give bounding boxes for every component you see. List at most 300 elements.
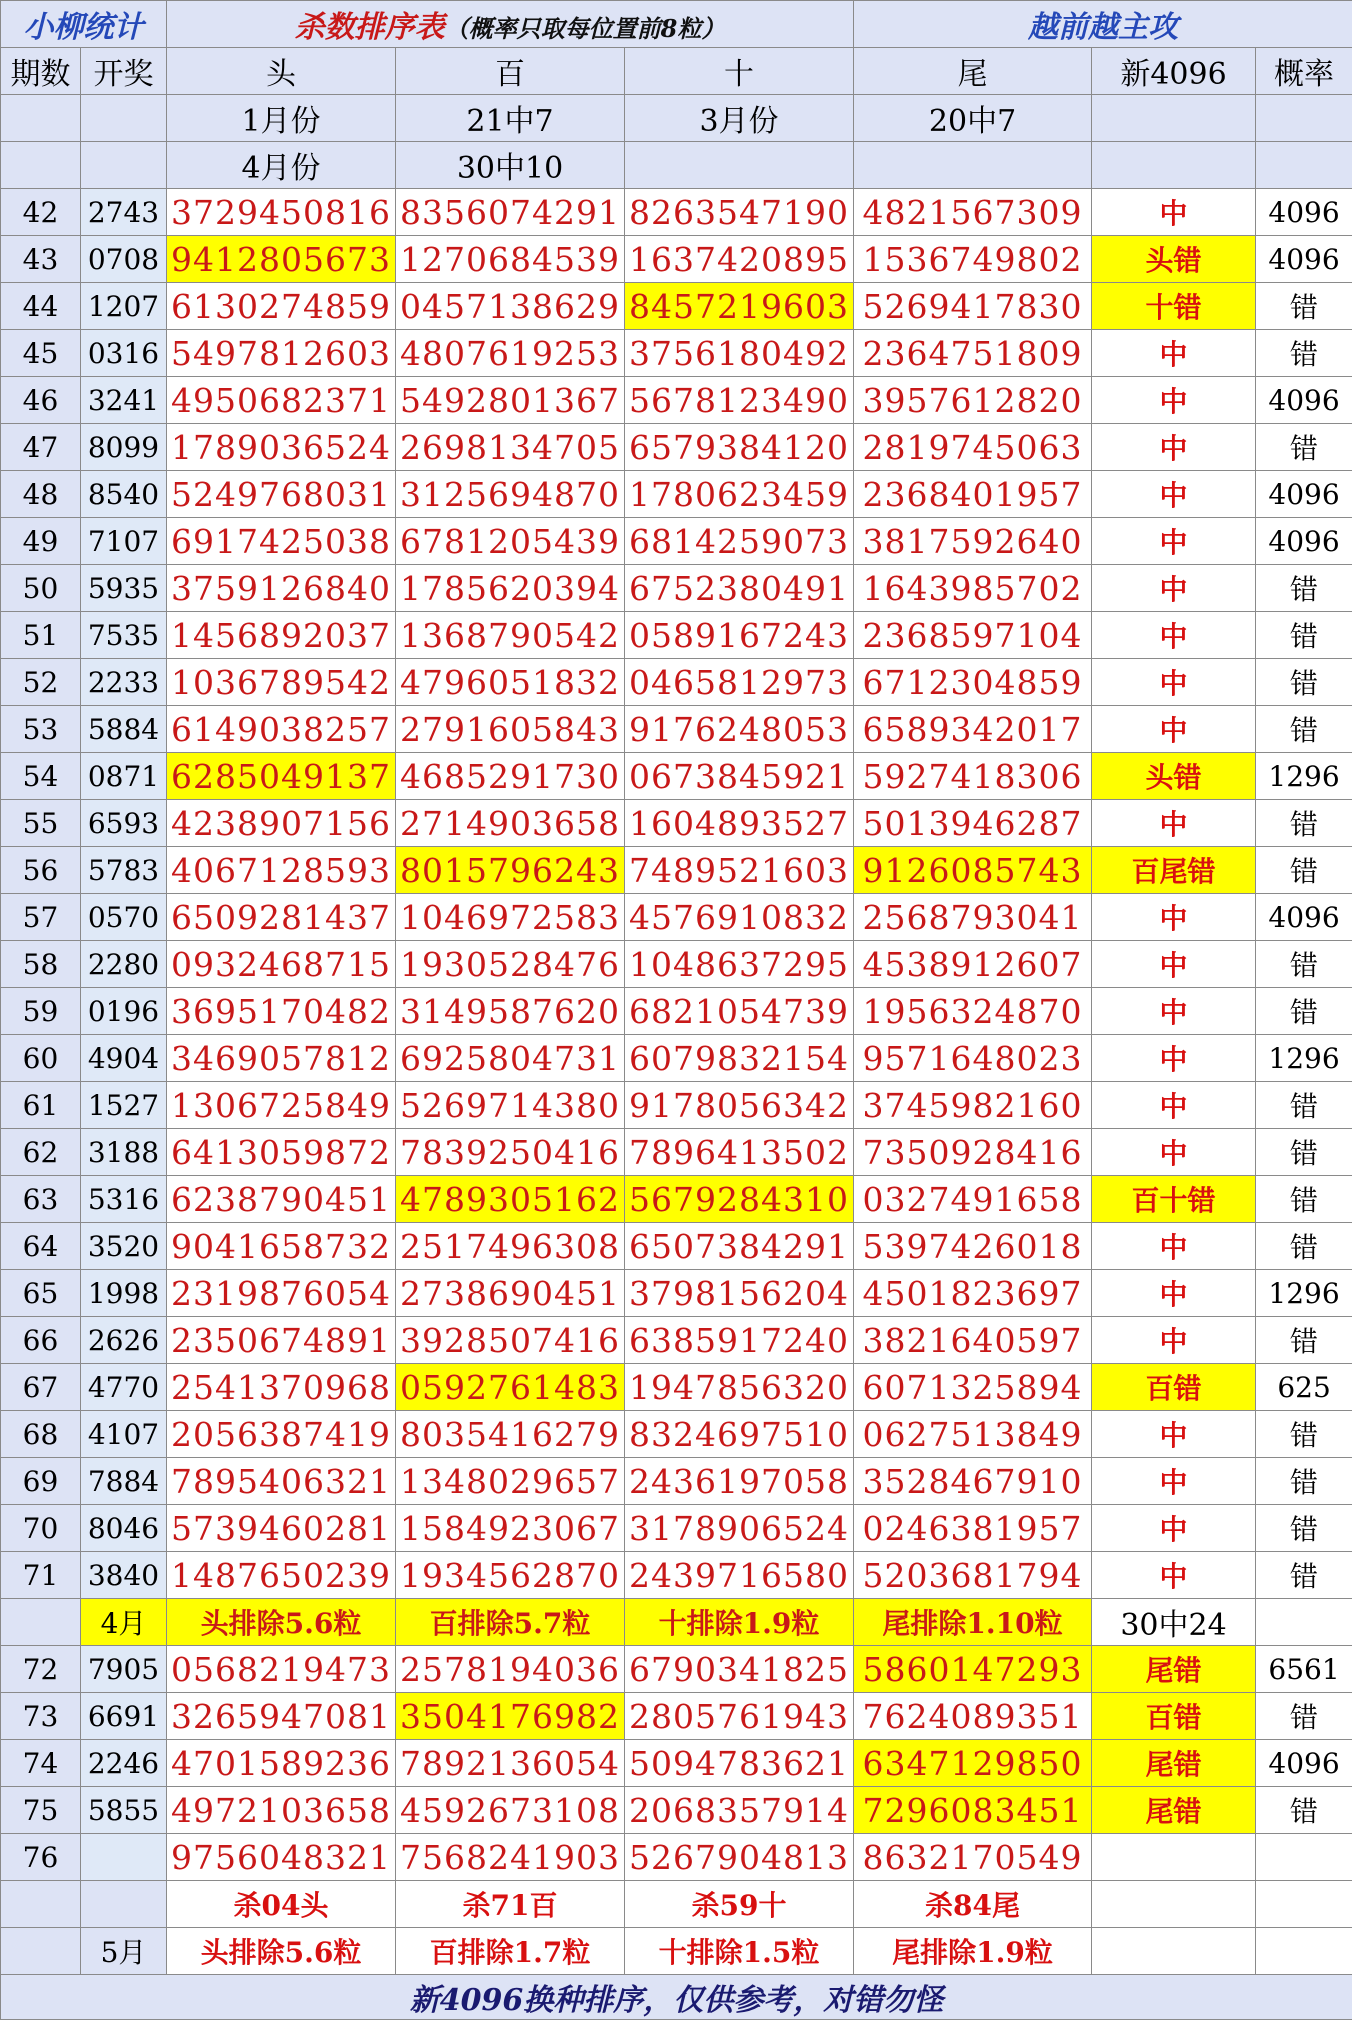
probability-cell: 6561	[1256, 1646, 1352, 1693]
period-cell: 64	[1, 1223, 81, 1270]
sequence-bai-cell: 8035416279	[396, 1411, 625, 1458]
draw-result-cell: 0316	[81, 330, 167, 377]
title-note: （概率只取每位置前8粒）	[444, 14, 726, 43]
result-status-cell: 头错	[1092, 753, 1256, 800]
kill-tou: 杀04头	[167, 1881, 396, 1928]
data-row	[1, 1505, 1352, 1552]
sequence-tou-cell: 4238907156	[167, 800, 396, 847]
sequence-bai-cell: 1270684539	[396, 236, 625, 283]
sequence-wei-cell: 8632170549	[854, 1834, 1092, 1881]
probability-cell: 4096	[1256, 471, 1352, 518]
sep-bai: 百排除5.7粒	[396, 1599, 625, 1646]
period-cell: 58	[1, 941, 81, 988]
sequence-shi-cell: 2436197058	[625, 1458, 854, 1505]
sep-total: 30中24	[1092, 1599, 1256, 1646]
draw-result-cell: 3241	[81, 377, 167, 424]
period-cell: 65	[1, 1270, 81, 1317]
period-cell: 49	[1, 518, 81, 565]
period-cell: 42	[1, 189, 81, 236]
sequence-bai-cell: 2738690451	[396, 1270, 625, 1317]
result-status-cell: 尾错	[1092, 1787, 1256, 1834]
data-row	[1, 377, 1352, 424]
footer-row	[1, 1975, 1352, 2020]
sequence-wei-cell: 4538912607	[854, 941, 1092, 988]
sequence-shi-cell: 3756180492	[625, 330, 854, 377]
sequence-shi-cell: 8457219603	[625, 283, 854, 330]
sequence-shi-cell: 1604893527	[625, 800, 854, 847]
sequence-shi-cell: 6752380491	[625, 565, 854, 612]
period-cell: 50	[1, 565, 81, 612]
period-cell: 75	[1, 1787, 81, 1834]
data-row	[1, 1411, 1352, 1458]
sequence-shi-cell: 5678123490	[625, 377, 854, 424]
sequence-bai-cell: 8015796243	[396, 847, 625, 894]
column-header-row	[1, 48, 1352, 95]
sequence-shi-cell: 7489521603	[625, 847, 854, 894]
sequence-wei-cell: 9126085743	[854, 847, 1092, 894]
sequence-bai-cell: 4789305162	[396, 1176, 625, 1223]
draw-result-cell: 5316	[81, 1176, 167, 1223]
data-row	[1, 659, 1352, 706]
sep-blank	[1256, 1599, 1352, 1646]
sequence-tou-cell: 5739460281	[167, 1505, 396, 1552]
result-status-cell: 百十错	[1092, 1176, 1256, 1223]
summary-tou: 1月份	[167, 95, 396, 142]
probability-cell: 错	[1256, 1505, 1352, 1552]
col-bai: 百	[396, 48, 625, 95]
kill-blank	[81, 1881, 167, 1928]
summary-wei	[854, 142, 1092, 189]
period-cell: 76	[1, 1834, 81, 1881]
result-status-cell: 中	[1092, 330, 1256, 377]
probability-cell: 错	[1256, 941, 1352, 988]
may-month: 5月	[81, 1928, 167, 1975]
col-prob: 概率	[1256, 48, 1352, 95]
sequence-wei-cell: 3957612820	[854, 377, 1092, 424]
result-status-cell: 中	[1092, 1129, 1256, 1176]
probability-cell	[1256, 1834, 1352, 1881]
sequence-shi-cell: 6814259073	[625, 518, 854, 565]
sequence-bai-cell: 8356074291	[396, 189, 625, 236]
sequence-bai-cell: 1584923067	[396, 1505, 625, 1552]
sequence-tou-cell: 0568219473	[167, 1646, 396, 1693]
draw-result-cell: 1998	[81, 1270, 167, 1317]
data-row	[1, 1129, 1352, 1176]
sequence-tou-cell: 5497812603	[167, 330, 396, 377]
result-status-cell: 百错	[1092, 1364, 1256, 1411]
sequence-bai-cell: 6925804731	[396, 1035, 625, 1082]
sequence-tou-cell: 7895406321	[167, 1458, 396, 1505]
period-cell: 63	[1, 1176, 81, 1223]
data-row	[1, 1552, 1352, 1599]
kill-bai: 杀71百	[396, 1881, 625, 1928]
sequence-tou-cell: 0932468715	[167, 941, 396, 988]
col-shi: 十	[625, 48, 854, 95]
sep-month: 4月	[81, 1599, 167, 1646]
summary-blank	[1256, 142, 1352, 189]
probability-cell: 错	[1256, 1552, 1352, 1599]
sequence-tou-cell: 6130274859	[167, 283, 396, 330]
period-cell: 61	[1, 1082, 81, 1129]
period-cell: 71	[1, 1552, 81, 1599]
result-status-cell: 中	[1092, 1223, 1256, 1270]
draw-result-cell: 1527	[81, 1082, 167, 1129]
sequence-wei-cell: 0627513849	[854, 1411, 1092, 1458]
result-status-cell: 中	[1092, 424, 1256, 471]
sequence-shi-cell: 6579384120	[625, 424, 854, 471]
draw-result-cell: 4770	[81, 1364, 167, 1411]
sequence-tou-cell: 9412805673	[167, 236, 396, 283]
result-status-cell: 中	[1092, 189, 1256, 236]
sequence-bai-cell: 3928507416	[396, 1317, 625, 1364]
result-status-cell: 中	[1092, 518, 1256, 565]
draw-result-cell: 8046	[81, 1505, 167, 1552]
data-row	[1, 1646, 1352, 1693]
draw-result-cell: 6691	[81, 1693, 167, 1740]
data-row	[1, 283, 1352, 330]
probability-cell: 4096	[1256, 518, 1352, 565]
period-cell: 52	[1, 659, 81, 706]
sequence-bai-cell: 2791605843	[396, 706, 625, 753]
sequence-wei-cell: 5927418306	[854, 753, 1092, 800]
data-row	[1, 941, 1352, 988]
title-main: 杀数排序表	[294, 10, 445, 45]
sequence-wei-cell: 1643985702	[854, 565, 1092, 612]
may-blank	[1092, 1928, 1256, 1975]
sequence-shi-cell: 2439716580	[625, 1552, 854, 1599]
probability-cell: 错	[1256, 424, 1352, 471]
sequence-wei-cell: 0246381957	[854, 1505, 1092, 1552]
result-status-cell: 尾错	[1092, 1646, 1256, 1693]
sequence-tou-cell: 3469057812	[167, 1035, 396, 1082]
draw-result-cell: 0196	[81, 988, 167, 1035]
sequence-wei-cell: 6071325894	[854, 1364, 1092, 1411]
sequence-tou-cell: 4950682371	[167, 377, 396, 424]
footer-note: 新4096换种排序，仅供参考，对错勿怪	[1, 1975, 1352, 2020]
sequence-bai-cell: 2517496308	[396, 1223, 625, 1270]
sequence-bai-cell: 4807619253	[396, 330, 625, 377]
sequence-shi-cell: 1048637295	[625, 941, 854, 988]
sequence-bai-cell: 2578194036	[396, 1646, 625, 1693]
result-status-cell: 中	[1092, 941, 1256, 988]
data-row	[1, 847, 1352, 894]
data-row	[1, 518, 1352, 565]
sequence-bai-cell: 1348029657	[396, 1458, 625, 1505]
sequence-shi-cell: 6079832154	[625, 1035, 854, 1082]
sequence-wei-cell: 1956324870	[854, 988, 1092, 1035]
period-cell: 47	[1, 424, 81, 471]
probability-cell: 错	[1256, 706, 1352, 753]
data-row	[1, 189, 1352, 236]
period-cell: 59	[1, 988, 81, 1035]
period-cell: 53	[1, 706, 81, 753]
sequence-wei-cell: 6712304859	[854, 659, 1092, 706]
draw-result-cell: 4107	[81, 1411, 167, 1458]
data-row	[1, 894, 1352, 941]
sequence-shi-cell: 6507384291	[625, 1223, 854, 1270]
data-row	[1, 753, 1352, 800]
probability-cell: 错	[1256, 1176, 1352, 1223]
sequence-bai-cell: 1934562870	[396, 1552, 625, 1599]
probability-cell: 错	[1256, 1411, 1352, 1458]
draw-result-cell: 5855	[81, 1787, 167, 1834]
draw-result-cell: 5884	[81, 706, 167, 753]
result-status-cell: 中	[1092, 659, 1256, 706]
data-row	[1, 236, 1352, 283]
probability-cell: 错	[1256, 1787, 1352, 1834]
period-cell: 46	[1, 377, 81, 424]
period-cell: 44	[1, 283, 81, 330]
sequence-wei-cell: 2368597104	[854, 612, 1092, 659]
sequence-shi-cell: 0673845921	[625, 753, 854, 800]
sequence-wei-cell: 5269417830	[854, 283, 1092, 330]
sequence-bai-cell: 2714903658	[396, 800, 625, 847]
sequence-tou-cell: 6238790451	[167, 1176, 396, 1223]
period-cell: 72	[1, 1646, 81, 1693]
result-status-cell: 中	[1092, 1505, 1256, 1552]
sequence-bai-cell: 2698134705	[396, 424, 625, 471]
sequence-tou-cell: 2319876054	[167, 1270, 396, 1317]
sequence-tou-cell: 3729450816	[167, 189, 396, 236]
data-row	[1, 1223, 1352, 1270]
sequence-shi-cell: 6385917240	[625, 1317, 854, 1364]
col-tou: 头	[167, 48, 396, 95]
draw-result-cell: 0871	[81, 753, 167, 800]
sequence-shi-cell: 3798156204	[625, 1270, 854, 1317]
sequence-bai-cell: 6781205439	[396, 518, 625, 565]
data-row	[1, 1176, 1352, 1223]
data-row	[1, 1458, 1352, 1505]
probability-cell: 4096	[1256, 377, 1352, 424]
data-row	[1, 1740, 1352, 1787]
data-row	[1, 988, 1352, 1035]
sequence-tou-cell: 1789036524	[167, 424, 396, 471]
april-exclusion-row	[1, 1599, 1352, 1646]
sequence-bai-cell: 1046972583	[396, 894, 625, 941]
sequence-tou-cell: 1306725849	[167, 1082, 396, 1129]
sequence-tou-cell: 6509281437	[167, 894, 396, 941]
draw-result-cell: 0708	[81, 236, 167, 283]
sequence-tou-cell: 5249768031	[167, 471, 396, 518]
sequence-tou-cell: 1487650239	[167, 1552, 396, 1599]
sequence-tou-cell: 6917425038	[167, 518, 396, 565]
sequence-wei-cell: 2819745063	[854, 424, 1092, 471]
probability-cell: 1296	[1256, 1035, 1352, 1082]
probability-cell: 1296	[1256, 1270, 1352, 1317]
draw-result-cell: 3840	[81, 1552, 167, 1599]
sequence-wei-cell: 4501823697	[854, 1270, 1092, 1317]
result-status-cell: 十错	[1092, 283, 1256, 330]
summary-blank	[1092, 142, 1256, 189]
may-shi: 十排除1.5粒	[625, 1928, 854, 1975]
period-cell: 73	[1, 1693, 81, 1740]
data-row	[1, 1834, 1352, 1881]
period-cell: 48	[1, 471, 81, 518]
result-status-cell: 中	[1092, 1458, 1256, 1505]
probability-cell: 错	[1256, 1082, 1352, 1129]
summary-blank	[1, 142, 81, 189]
draw-result-cell: 3520	[81, 1223, 167, 1270]
result-status-cell: 中	[1092, 706, 1256, 753]
result-status-cell: 头错	[1092, 236, 1256, 283]
sequence-wei-cell: 7350928416	[854, 1129, 1092, 1176]
sequence-shi-cell: 1637420895	[625, 236, 854, 283]
sequence-bai-cell: 1930528476	[396, 941, 625, 988]
probability-cell: 4096	[1256, 189, 1352, 236]
sequence-bai-cell: 4592673108	[396, 1787, 625, 1834]
sequence-wei-cell: 1536749802	[854, 236, 1092, 283]
probability-cell: 1296	[1256, 753, 1352, 800]
result-status-cell: 中	[1092, 1411, 1256, 1458]
sequence-wei-cell: 7624089351	[854, 1693, 1092, 1740]
kill-blank	[1092, 1881, 1256, 1928]
sequence-shi-cell: 9176248053	[625, 706, 854, 753]
draw-result-cell: 6593	[81, 800, 167, 847]
draw-result-cell: 2626	[81, 1317, 167, 1364]
may-blank	[1256, 1928, 1352, 1975]
draw-result-cell: 4904	[81, 1035, 167, 1082]
may-blank	[1, 1928, 81, 1975]
period-cell: 67	[1, 1364, 81, 1411]
data-row	[1, 1693, 1352, 1740]
summary-blank	[1092, 95, 1256, 142]
sequence-bai-cell: 7892136054	[396, 1740, 625, 1787]
result-status-cell: 中	[1092, 988, 1256, 1035]
summary-tou: 4月份	[167, 142, 396, 189]
col-wei: 尾	[854, 48, 1092, 95]
sequence-shi-cell: 3178906524	[625, 1505, 854, 1552]
kill-shi: 杀59十	[625, 1881, 854, 1928]
draw-result-cell: 2233	[81, 659, 167, 706]
probability-cell: 错	[1256, 330, 1352, 377]
data-row	[1, 1270, 1352, 1317]
sequence-shi-cell: 5679284310	[625, 1176, 854, 1223]
sequence-wei-cell: 7296083451	[854, 1787, 1092, 1834]
summary-bai: 30中10	[396, 142, 625, 189]
result-status-cell: 百尾错	[1092, 847, 1256, 894]
draw-result-cell: 0570	[81, 894, 167, 941]
probability-cell: 625	[1256, 1364, 1352, 1411]
draw-result-cell: 7905	[81, 1646, 167, 1693]
data-row	[1, 1317, 1352, 1364]
data-row	[1, 424, 1352, 471]
probability-cell: 错	[1256, 659, 1352, 706]
sequence-tou-cell: 3759126840	[167, 565, 396, 612]
sequence-bai-cell: 1785620394	[396, 565, 625, 612]
sequence-tou-cell: 6413059872	[167, 1129, 396, 1176]
data-row	[1, 1787, 1352, 1834]
sequence-tou-cell: 3695170482	[167, 988, 396, 1035]
kill-blank	[1256, 1881, 1352, 1928]
result-status-cell: 中	[1092, 1552, 1256, 1599]
result-status-cell: 中	[1092, 471, 1256, 518]
sequence-wei-cell: 5203681794	[854, 1552, 1092, 1599]
may-bai: 百排除1.7粒	[396, 1928, 625, 1975]
sep-shi: 十排除1.9粒	[625, 1599, 854, 1646]
period-cell: 62	[1, 1129, 81, 1176]
sep-tou: 头排除5.6粒	[167, 1599, 396, 1646]
probability-cell: 错	[1256, 988, 1352, 1035]
sequence-shi-cell: 5094783621	[625, 1740, 854, 1787]
summary-shi: 3月份	[625, 95, 854, 142]
probability-cell: 错	[1256, 1223, 1352, 1270]
result-status-cell: 中	[1092, 800, 1256, 847]
sep-wei: 尾排除1.10粒	[854, 1599, 1092, 1646]
summary-blank	[81, 95, 167, 142]
probability-cell: 错	[1256, 283, 1352, 330]
data-row	[1, 612, 1352, 659]
sequence-shi-cell: 9178056342	[625, 1082, 854, 1129]
draw-result-cell: 7107	[81, 518, 167, 565]
sequence-wei-cell: 3817592640	[854, 518, 1092, 565]
table-title	[167, 1, 854, 48]
draw-result-cell: 8540	[81, 471, 167, 518]
probability-cell: 4096	[1256, 894, 1352, 941]
probability-cell: 错	[1256, 800, 1352, 847]
data-row	[1, 1364, 1352, 1411]
summary-blank	[1256, 95, 1352, 142]
period-cell: 55	[1, 800, 81, 847]
sequence-tou-cell: 2350674891	[167, 1317, 396, 1364]
draw-result-cell: 1207	[81, 283, 167, 330]
summary-bai: 21中7	[396, 95, 625, 142]
summary-blank	[81, 142, 167, 189]
sequence-wei-cell: 2368401957	[854, 471, 1092, 518]
period-cell: 45	[1, 330, 81, 377]
sequence-wei-cell: 2568793041	[854, 894, 1092, 941]
kill-blank	[1, 1881, 81, 1928]
sequence-bai-cell: 5492801367	[396, 377, 625, 424]
kill-row	[1, 1881, 1352, 1928]
period-cell: 57	[1, 894, 81, 941]
probability-cell: 4096	[1256, 236, 1352, 283]
probability-cell: 错	[1256, 565, 1352, 612]
sequence-tou-cell: 2056387419	[167, 1411, 396, 1458]
sequence-bai-cell: 7839250416	[396, 1129, 625, 1176]
sequence-wei-cell: 9571648023	[854, 1035, 1092, 1082]
sequence-wei-cell: 5860147293	[854, 1646, 1092, 1693]
sequence-bai-cell: 3149587620	[396, 988, 625, 1035]
sequence-bai-cell: 0592761483	[396, 1364, 625, 1411]
sequence-shi-cell: 1780623459	[625, 471, 854, 518]
period-cell: 60	[1, 1035, 81, 1082]
summary-shi	[625, 142, 854, 189]
sequence-bai-cell: 4685291730	[396, 753, 625, 800]
sequence-wei-cell: 2364751809	[854, 330, 1092, 377]
result-status-cell: 中	[1092, 1317, 1256, 1364]
sequence-tou-cell: 4972103658	[167, 1787, 396, 1834]
result-status-cell: 中	[1092, 1270, 1256, 1317]
summary-row	[1, 95, 1352, 142]
draw-result-cell: 2280	[81, 941, 167, 988]
may-tou: 头排除5.6粒	[167, 1928, 396, 1975]
result-status-cell: 中	[1092, 377, 1256, 424]
data-row	[1, 800, 1352, 847]
result-status-cell: 中	[1092, 1035, 1256, 1082]
sequence-shi-cell: 2068357914	[625, 1787, 854, 1834]
sequence-tou-cell: 2541370968	[167, 1364, 396, 1411]
may-wei: 尾排除1.9粒	[854, 1928, 1092, 1975]
sequence-wei-cell: 5013946287	[854, 800, 1092, 847]
sequence-wei-cell: 4821567309	[854, 189, 1092, 236]
sequence-bai-cell: 0457138629	[396, 283, 625, 330]
data-row	[1, 1035, 1352, 1082]
sequence-bai-cell: 3125694870	[396, 471, 625, 518]
may-exclusion-row	[1, 1928, 1352, 1975]
sequence-shi-cell: 0589167243	[625, 612, 854, 659]
result-status-cell: 中	[1092, 565, 1256, 612]
period-cell: 69	[1, 1458, 81, 1505]
